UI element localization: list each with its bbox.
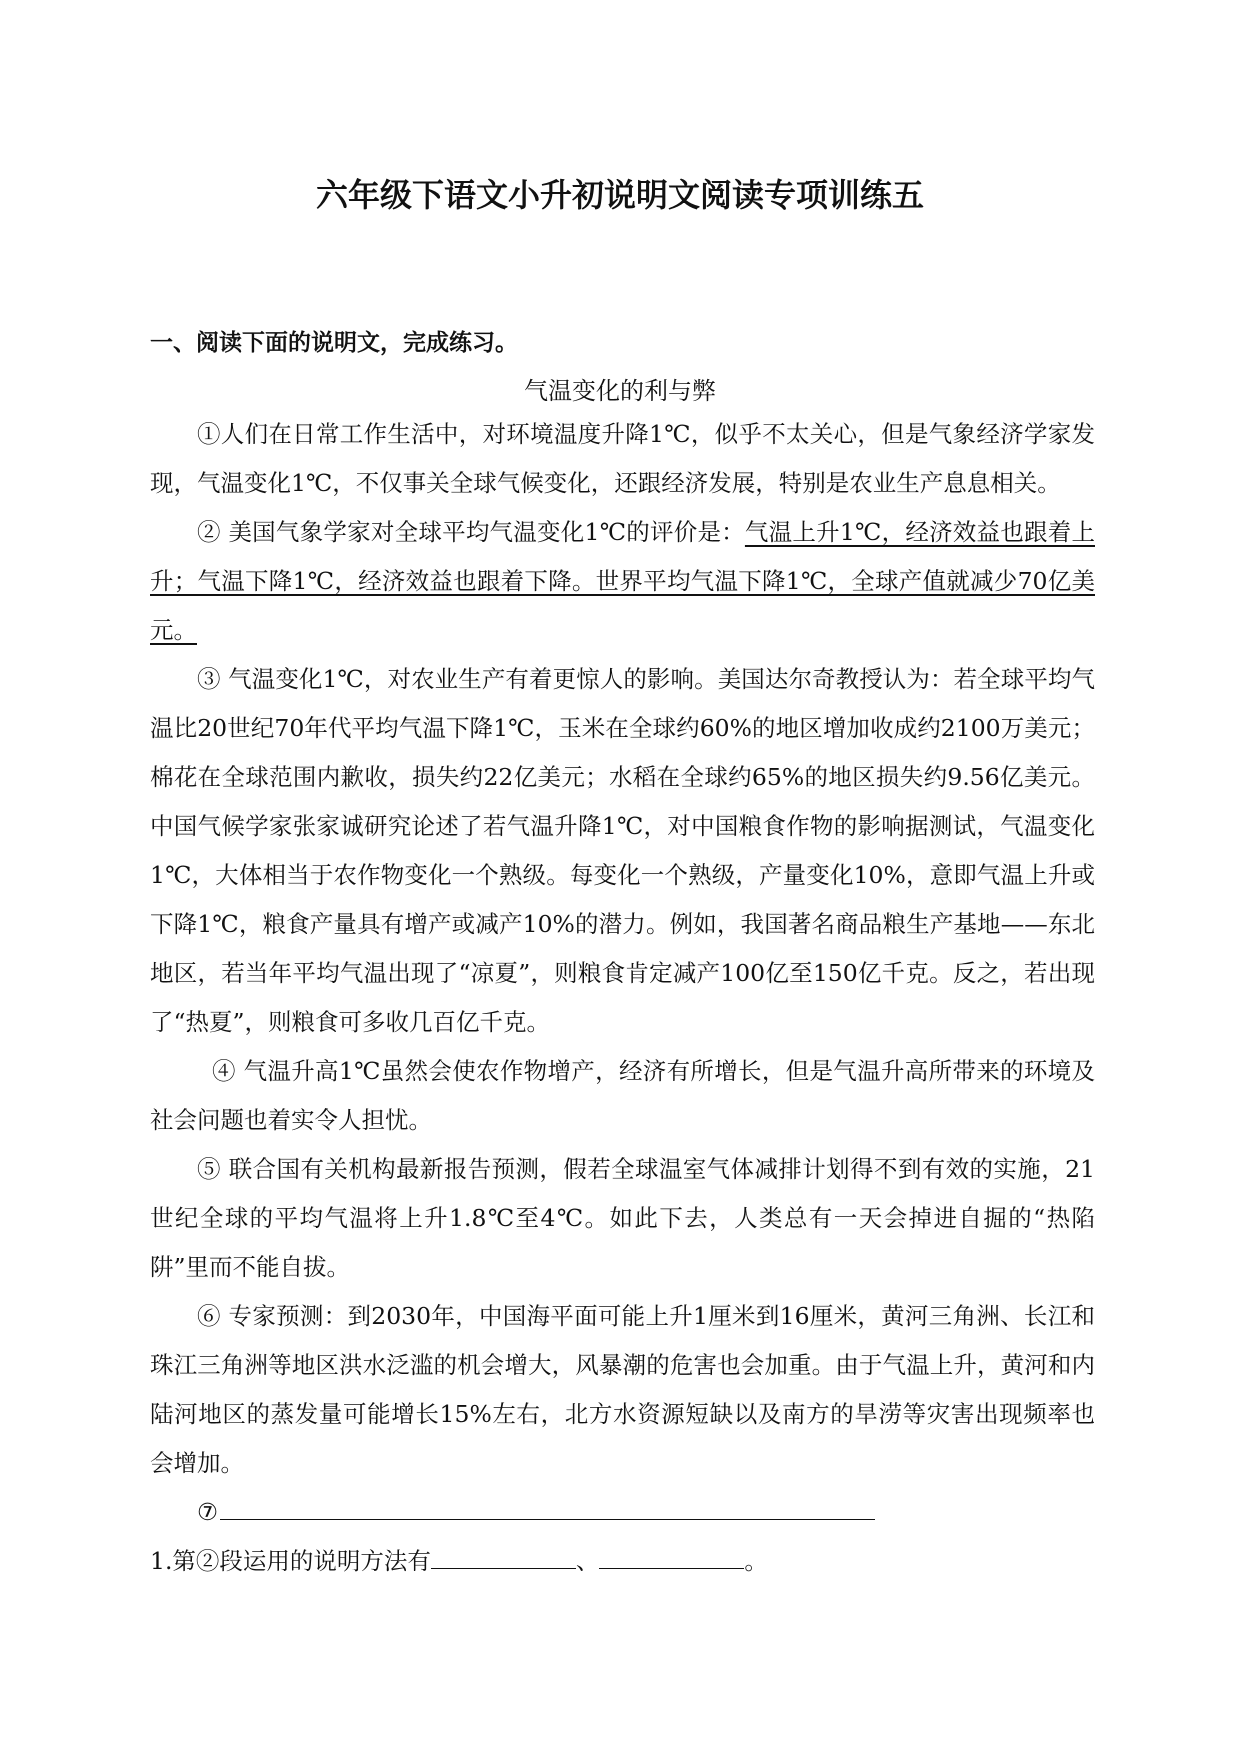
- paragraph-7: [150, 1488, 1095, 1537]
- paragraph-7-blank[interactable]: [220, 1489, 875, 1520]
- paragraph-2-lead: ② 美国气象学家对全球平均气温变化1℃的评价是：: [197, 518, 745, 546]
- question-1-blank-2[interactable]: [599, 1538, 744, 1569]
- paragraph-1: ①人们在日常工作生活中，对环境温度升降1℃，似乎不太关心，但是气象经济学家发现，气温变化1℃，不仅事关全球气候变化，还跟经济发展，特别是农业生产息息相关。: [150, 420, 1095, 497]
- section-heading: 一、阅读下面的说明文，完成练习。: [150, 330, 518, 356]
- page-title: 六年级下语文小升初说明文阅读专项训练五: [315, 176, 924, 214]
- paragraph-2: [150, 508, 1095, 655]
- paragraph-7-label: ⑦: [197, 1498, 219, 1526]
- question-1-suffix: 。: [744, 1547, 768, 1575]
- paragraph-2-underlined: 气温上升1℃，经济效益也跟着上升；气温下降1℃，经济效益也跟着下降。世界平均气温下降1℃，全球产值就减少70亿美元。: [150, 518, 1095, 644]
- paragraph-4: ④ 气温升高1℃虽然会使农作物增产，经济有所增长，但是气温升高所带来的环境及社会问题也着实令人担忧。: [150, 1057, 1095, 1134]
- question-1-prefix: 1.第②段运用的说明方法有: [150, 1547, 431, 1575]
- article-title: 气温变化的利与弊: [524, 377, 716, 405]
- paragraph-5: ⑤ 联合国有关机构最新报告预测，假若全球温室气体减排计划得不到有效的实施，21世纪全球的平均气温将上升1.8℃至4℃。如此下去，人类总有一天会掉进自掘的“热陷阱”里而不能自拔。: [150, 1155, 1095, 1281]
- question-1: [150, 1537, 1095, 1586]
- question-1-blank-1[interactable]: [431, 1538, 576, 1569]
- paragraph-3: ③ 气温变化1℃，对农业生产有着更惊人的影响。美国达尔奇教授认为：若全球平均气温比20世纪70年代平均气温下降1℃，玉米在全球约60%的地区增加收成约2100万美元；棉花在全球范围内歉收，损失约22亿美元；水稻在全球约65%的地区损失约9.56亿美元。中国气候学家张家诚研究论述了若气温升降1℃，对中国粮食作物的影响据测试，气温变化1℃，大体相当于农作物变化一个熟级。每变化一个熟级，产量变化10%，意即气温上升或下降1℃，粮食产量具有增产或减产10%的潜力。例如，我国著名商品粮生产基地——东北地区，若当年平均气温出现了“凉夏”，则粮食肯定减产100亿至150亿千克。反之，若出现了“热夏”，则粮食可多收几百亿千克。: [150, 665, 1095, 1036]
- paragraph-6: ⑥ 专家预测：到2030年，中国海平面可能上升1厘米到16厘米，黄河三角洲、长江和珠江三角洲等地区洪水泛滥的机会增大，风暴潮的危害也会加重。由于气温上升，黄河和内陆河地区的蒸发量可能增长15%左右，北方水资源短缺以及南方的旱涝等灾害出现频率也会增加。: [150, 1302, 1095, 1477]
- question-1-separator: 、: [575, 1547, 600, 1575]
- article-body: [150, 410, 1095, 1586]
